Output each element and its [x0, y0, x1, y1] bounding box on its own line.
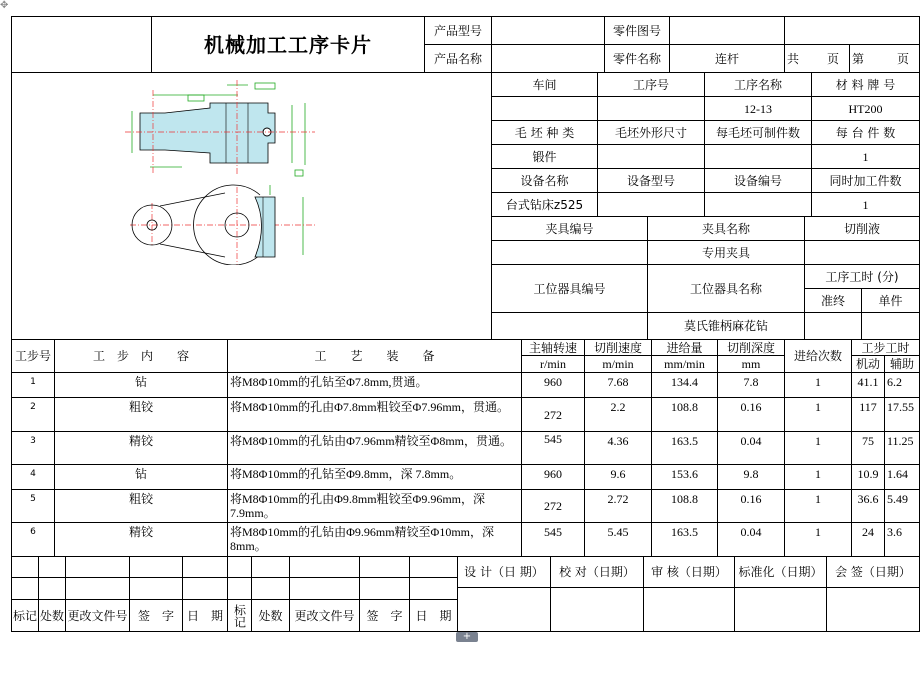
signoff-field[interactable] [643, 587, 735, 632]
parts-per-blank-label: 每毛坯可制件数 [704, 120, 812, 145]
material-label: 材 料 牌 号 [811, 72, 920, 97]
product-model-field[interactable] [491, 16, 605, 45]
step-equipment[interactable]: 将M8Φ10mm的孔钻由Φ9.96mm精铰至Φ10mm，深 8mm。 [227, 522, 522, 557]
revision-label: 签 字 [359, 599, 410, 632]
process-name-label: 工序名称 [704, 72, 812, 97]
revision-field[interactable] [38, 556, 66, 578]
step-equipment[interactable]: 将M8Φ10mm的孔钻由Φ7.96mm精铰至Φ8mm，贯通。 [227, 431, 522, 465]
revision-field[interactable] [409, 577, 458, 600]
step-spindle[interactable]: 960 [521, 464, 585, 490]
step-feed[interactable]: 108.8 [651, 397, 718, 432]
unit-time-field[interactable] [861, 312, 920, 340]
step-depth[interactable]: 9.8 [717, 464, 785, 490]
part-drawing-field[interactable] [669, 16, 785, 45]
equipment-model-field[interactable] [597, 192, 705, 217]
feed-unit: mm/min [651, 355, 718, 373]
depth-unit: mm [717, 355, 785, 373]
tool-no-label: 工位器具编号 [491, 264, 648, 313]
step-depth[interactable]: 0.04 [717, 522, 785, 557]
revision-label: 签 字 [129, 599, 183, 632]
step-machine-time[interactable]: 36.6 [851, 489, 885, 523]
blank-cell [784, 16, 920, 45]
step-aux-time[interactable]: 5.49 [884, 489, 920, 523]
revision-field[interactable] [11, 556, 39, 578]
revision-field[interactable] [409, 556, 458, 578]
step-aux-time[interactable]: 17.55 [884, 397, 920, 432]
step-speed[interactable]: 7.68 [584, 372, 652, 398]
step-equipment[interactable]: 将M8Φ10mm的孔钻至Φ9.8mm，深 7.8mm。 [227, 464, 522, 490]
step-aux-time[interactable]: 6.2 [884, 372, 920, 398]
add-row-button[interactable]: + [456, 632, 478, 642]
coolant-label: 切削液 [804, 216, 920, 241]
part-name-label: 零件名称 [604, 44, 670, 73]
step-spindle[interactable]: 545 [521, 431, 585, 465]
revision-field[interactable] [182, 556, 228, 578]
fixture-no-field[interactable] [491, 240, 648, 265]
step-passes[interactable]: 1 [784, 522, 852, 557]
revision-field[interactable] [359, 556, 410, 578]
feed-header: 进给量 [651, 339, 718, 356]
step-passes[interactable]: 1 [784, 431, 852, 465]
signoff-field[interactable] [826, 587, 920, 632]
step-passes[interactable]: 1 [784, 489, 852, 523]
equipment-no-field[interactable] [704, 192, 812, 217]
step-no[interactable]: 4 [11, 464, 55, 490]
equipment-model-label: 设备型号 [597, 168, 705, 193]
revision-label: 处数 [251, 599, 290, 632]
step-no[interactable]: 3 [11, 431, 55, 465]
revision-field[interactable] [289, 556, 360, 578]
step-speed[interactable]: 2.72 [584, 489, 652, 523]
aux-time-header: 辅助 [884, 355, 920, 373]
step-content[interactable]: 精铰 [54, 522, 228, 557]
tool-name-label: 工位器具名称 [647, 264, 805, 313]
total-label: 共 [787, 51, 800, 66]
revision-field[interactable] [38, 577, 66, 600]
step-speed[interactable]: 4.36 [584, 431, 652, 465]
speed-header: 切削速度 [584, 339, 652, 356]
revision-label: 更改文件号 [289, 599, 360, 632]
machine-time-header: 机动 [851, 355, 885, 373]
step-time-header: 工步工时 [851, 339, 920, 356]
spindle-header: 主轴转速 [521, 339, 585, 356]
product-model-label: 产品型号 [424, 16, 492, 45]
step-aux-time[interactable]: 11.25 [884, 431, 920, 465]
step-feed[interactable]: 163.5 [651, 431, 718, 465]
workshop-field[interactable] [491, 96, 598, 121]
revision-field[interactable] [65, 577, 130, 600]
step-feed[interactable]: 108.8 [651, 489, 718, 523]
parts-per-unit-field[interactable]: 1 [811, 144, 920, 169]
page-number-cell[interactable] [849, 44, 920, 73]
revision-label: 处数 [38, 599, 66, 632]
step-content[interactable]: 粗铰 [54, 489, 228, 523]
step-aux-time[interactable]: 3.6 [884, 522, 920, 557]
product-name-label: 产品名称 [424, 44, 492, 73]
step-machine-time[interactable]: 117 [851, 397, 885, 432]
connecting-rod-drawing [120, 75, 320, 265]
step-spindle[interactable]: 272 [521, 397, 585, 432]
step-passes[interactable]: 1 [784, 372, 852, 398]
revision-field[interactable] [251, 577, 290, 600]
blank-size-label: 毛坯外形尺寸 [597, 120, 705, 145]
revision-label: 日 期 [409, 599, 458, 632]
step-speed[interactable]: 2.2 [584, 397, 652, 432]
step-machine-time[interactable]: 10.9 [851, 464, 885, 490]
step-aux-time[interactable]: 1.64 [884, 464, 920, 490]
step-depth[interactable]: 7.8 [717, 372, 785, 398]
equipment-header: 工 艺 装 备 [227, 339, 522, 373]
step-speed[interactable]: 5.45 [584, 522, 652, 557]
step-machine-time[interactable]: 24 [851, 522, 885, 557]
revision-field[interactable] [289, 577, 360, 600]
material-field[interactable]: HT200 [811, 96, 920, 121]
step-depth[interactable]: 0.04 [717, 431, 785, 465]
equipment-name-field[interactable]: 台式钻床z525 [491, 192, 598, 217]
signoff-field[interactable] [734, 587, 827, 632]
spindle-unit: r/min [521, 355, 585, 373]
page-label: 页 [827, 51, 840, 66]
fixture-name-field[interactable]: 专用夹具 [647, 240, 805, 265]
step-feed[interactable]: 163.5 [651, 522, 718, 557]
step-spindle[interactable]: 960 [521, 372, 585, 398]
revision-label: 标记 [11, 599, 39, 632]
tool-name-field[interactable]: 莫氏锥柄麻花钻 [647, 312, 805, 340]
tool-no-field[interactable] [491, 312, 648, 340]
unit-time-label: 单件 [861, 288, 920, 313]
revision-field[interactable] [359, 577, 410, 600]
part-drawing [11, 72, 492, 340]
prep-time-label: 准终 [804, 288, 862, 313]
revision-field[interactable] [182, 577, 228, 600]
revision-label: 标记 [227, 599, 252, 632]
fixture-name-label: 夹具名称 [647, 216, 805, 241]
table-move-handle-icon[interactable]: ✥ [0, 0, 9, 11]
blank-type-label: 毛 坯 种 类 [491, 120, 598, 145]
step-content[interactable]: 钻 [54, 464, 228, 490]
step-equipment[interactable]: 将M8Φ10mm的孔钻至Φ7.8mm,贯通。 [227, 372, 522, 398]
signoff-field[interactable] [550, 587, 644, 632]
simultaneous-parts-field[interactable]: 1 [811, 192, 920, 217]
prep-time-field[interactable] [804, 312, 862, 340]
parts-per-unit-label: 每 台 件 数 [811, 120, 920, 145]
revision-field[interactable] [11, 577, 39, 600]
logo-cell [11, 16, 152, 73]
step-passes[interactable]: 1 [784, 397, 852, 432]
step-equipment[interactable]: 将M8Φ10mm的孔由Φ9.8mm粗铰至Φ9.96mm，深7.9mm。 [227, 489, 522, 523]
signoff-field[interactable] [457, 587, 551, 632]
nth-label: 第 [852, 51, 865, 66]
passes-header: 进给次数 [784, 339, 852, 373]
coolant-field[interactable] [804, 240, 920, 265]
blank-type-field[interactable]: 锻件 [491, 144, 598, 169]
step-machine-time[interactable]: 75 [851, 431, 885, 465]
equipment-no-label: 设备编号 [704, 168, 812, 193]
signoff-label: 校 对（日期） [550, 556, 644, 588]
page-label-2: 页 [897, 51, 910, 66]
op-time-label: 工序工时 (分) [804, 264, 920, 289]
blank-size-field[interactable] [597, 144, 705, 169]
step-no[interactable]: 5 [11, 489, 55, 523]
step-spindle[interactable]: 272 [521, 489, 585, 523]
step-no[interactable]: 2 [11, 397, 55, 432]
speed-unit: m/min [584, 355, 652, 373]
signoff-label: 标准化（日期） [734, 556, 827, 588]
revision-field[interactable] [227, 556, 252, 578]
step-equipment[interactable]: 将M8Φ10mm的孔由Φ7.8mm粗铰至Φ7.96mm，贯通。 [227, 397, 522, 432]
part-drawing-label: 零件图号 [604, 16, 670, 45]
signoff-label: 设 计（日 期） [457, 556, 551, 588]
step-speed[interactable]: 9.6 [584, 464, 652, 490]
step-content[interactable]: 钻 [54, 372, 228, 398]
process-no-label: 工序号 [597, 72, 705, 97]
step-passes[interactable]: 1 [784, 464, 852, 490]
process-no-field[interactable] [597, 96, 705, 121]
simultaneous-parts-label: 同时加工件数 [811, 168, 920, 193]
depth-header: 切削深度 [717, 339, 785, 356]
revision-field[interactable] [65, 556, 130, 578]
equipment-name-label: 设备名称 [491, 168, 598, 193]
step-content-header: 工 步 内 容 [54, 339, 228, 373]
fixture-no-label: 夹具编号 [491, 216, 648, 241]
signoff-label: 会 签（日期） [826, 556, 920, 588]
step-spindle[interactable]: 545 [521, 522, 585, 557]
step-content[interactable]: 粗铰 [54, 397, 228, 432]
step-feed[interactable]: 134.4 [651, 372, 718, 398]
step-no-header: 工步号 [11, 339, 55, 373]
step-no[interactable]: 1 [11, 372, 55, 398]
step-no[interactable]: 6 [11, 522, 55, 557]
revision-field[interactable] [227, 577, 252, 600]
card-title: 机械加工工序卡片 [151, 16, 425, 73]
revision-field[interactable] [129, 556, 183, 578]
process-name-field[interactable]: 12-13 [704, 96, 812, 121]
revision-field[interactable] [129, 577, 183, 600]
part-name-field[interactable]: 连杆 [669, 44, 785, 73]
parts-per-blank-field[interactable] [704, 144, 812, 169]
total-pages-cell[interactable] [784, 44, 850, 73]
product-name-field[interactable] [491, 44, 605, 73]
step-depth[interactable]: 0.16 [717, 489, 785, 523]
step-depth[interactable]: 0.16 [717, 397, 785, 432]
revision-label: 日 期 [182, 599, 228, 632]
revision-label: 更改文件号 [65, 599, 130, 632]
signoff-label: 审 核（日期） [643, 556, 735, 588]
step-feed[interactable]: 153.6 [651, 464, 718, 490]
workshop-label: 车间 [491, 72, 598, 97]
step-content[interactable]: 精铰 [54, 431, 228, 465]
revision-field[interactable] [251, 556, 290, 578]
step-machine-time[interactable]: 41.1 [851, 372, 885, 398]
